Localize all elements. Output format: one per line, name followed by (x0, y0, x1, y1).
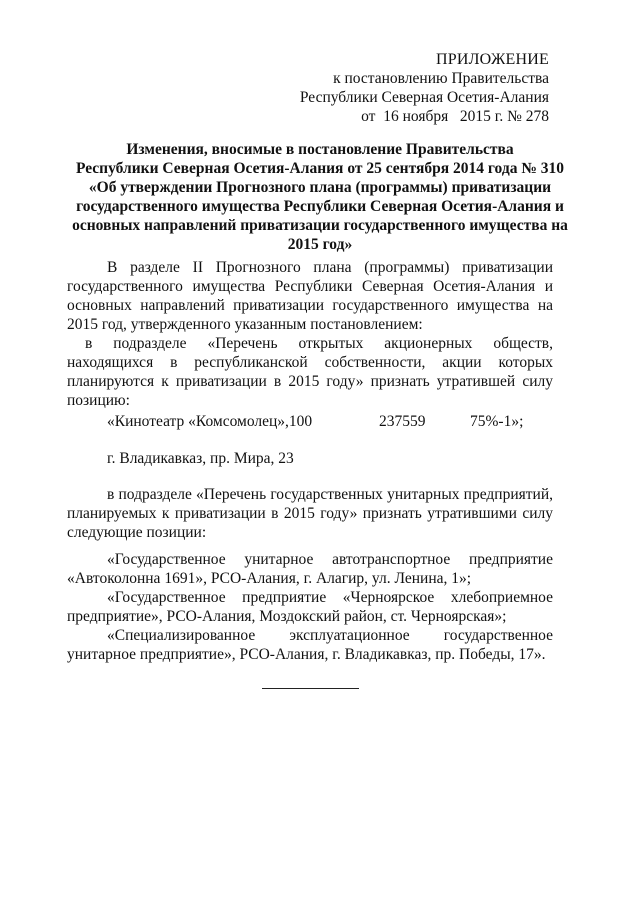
paragraph-joint-stock: в подразделе «Перечень открытых акционерных обществ, находящихся в республиканской собственности, акции которых планируются к приватизации в 2015 году» признать утратившей силу позицию: (67, 335, 553, 409)
end-divider (262, 688, 359, 689)
title-line: Изменения, вносимые в постановление Правительства (126, 141, 514, 158)
position-share: 75%-1»; (470, 413, 524, 430)
document-title (60, 140, 580, 254)
position-name: «Кинотеатр «Комсомолец»,100 (107, 413, 313, 430)
title-line: «Об утверждении Прогнозного плана (программы) приватизации (88, 179, 552, 196)
position-address: г. Владикавказ, пр. Мира, 23 (107, 450, 294, 467)
title-line: государственного имущества Республики Северная Осетия-Алания и (76, 198, 564, 215)
appendix-header (300, 50, 549, 126)
body-section (67, 258, 553, 410)
title-line: Республики Северная Осетия-Алания от 25 сентября 2014 года № 310 (75, 160, 565, 177)
appendix-ref-line: к постановлению Правительства (333, 70, 549, 87)
list-item: «Специализированное эксплуатационное государственное унитарное предприятие», РСО-Алания, г. Владикавказ, пр. Победы, 17». (67, 627, 553, 663)
list-item: «Государственное унитарное автотранспортное предприятие «Автоколонна 1691», РСО-Алания, г. Алагир, ул. Ленина, 1»; (67, 551, 553, 587)
title-line: 2015 год» (287, 236, 353, 253)
appendix-date-number: от 16 ноября 2015 г. № 278 (361, 108, 549, 125)
list-item: «Государственное предприятие «Черноярское хлебоприемное предприятие», РСО-Алания, Моздокский район, ст. Черноярская»; (67, 589, 553, 625)
paragraph-unitary-text: в подразделе «Перечень государственных унитарных предприятий, планируемых к приватизации в 2015 году» признать утратившими силу следующие позиции: (67, 486, 553, 541)
title-line: основных направлений приватизации государственного имущества на (72, 217, 568, 234)
paragraph-unitary (67, 485, 553, 542)
appendix-label: ПРИЛОЖЕНИЕ (435, 51, 549, 68)
position-code: 237559 (379, 413, 426, 430)
paragraph-intro: В разделе II Прогнозного плана (программы) приватизации государственного имущества Республики Северная Осетия-Алания и основных направлений приватизации государственного имущества на 2015 год, утвержденного указанным постановлением: (67, 259, 553, 333)
unitary-items-list (67, 550, 553, 664)
appendix-ref-government: Республики Северная Осетия-Алания (299, 89, 549, 106)
